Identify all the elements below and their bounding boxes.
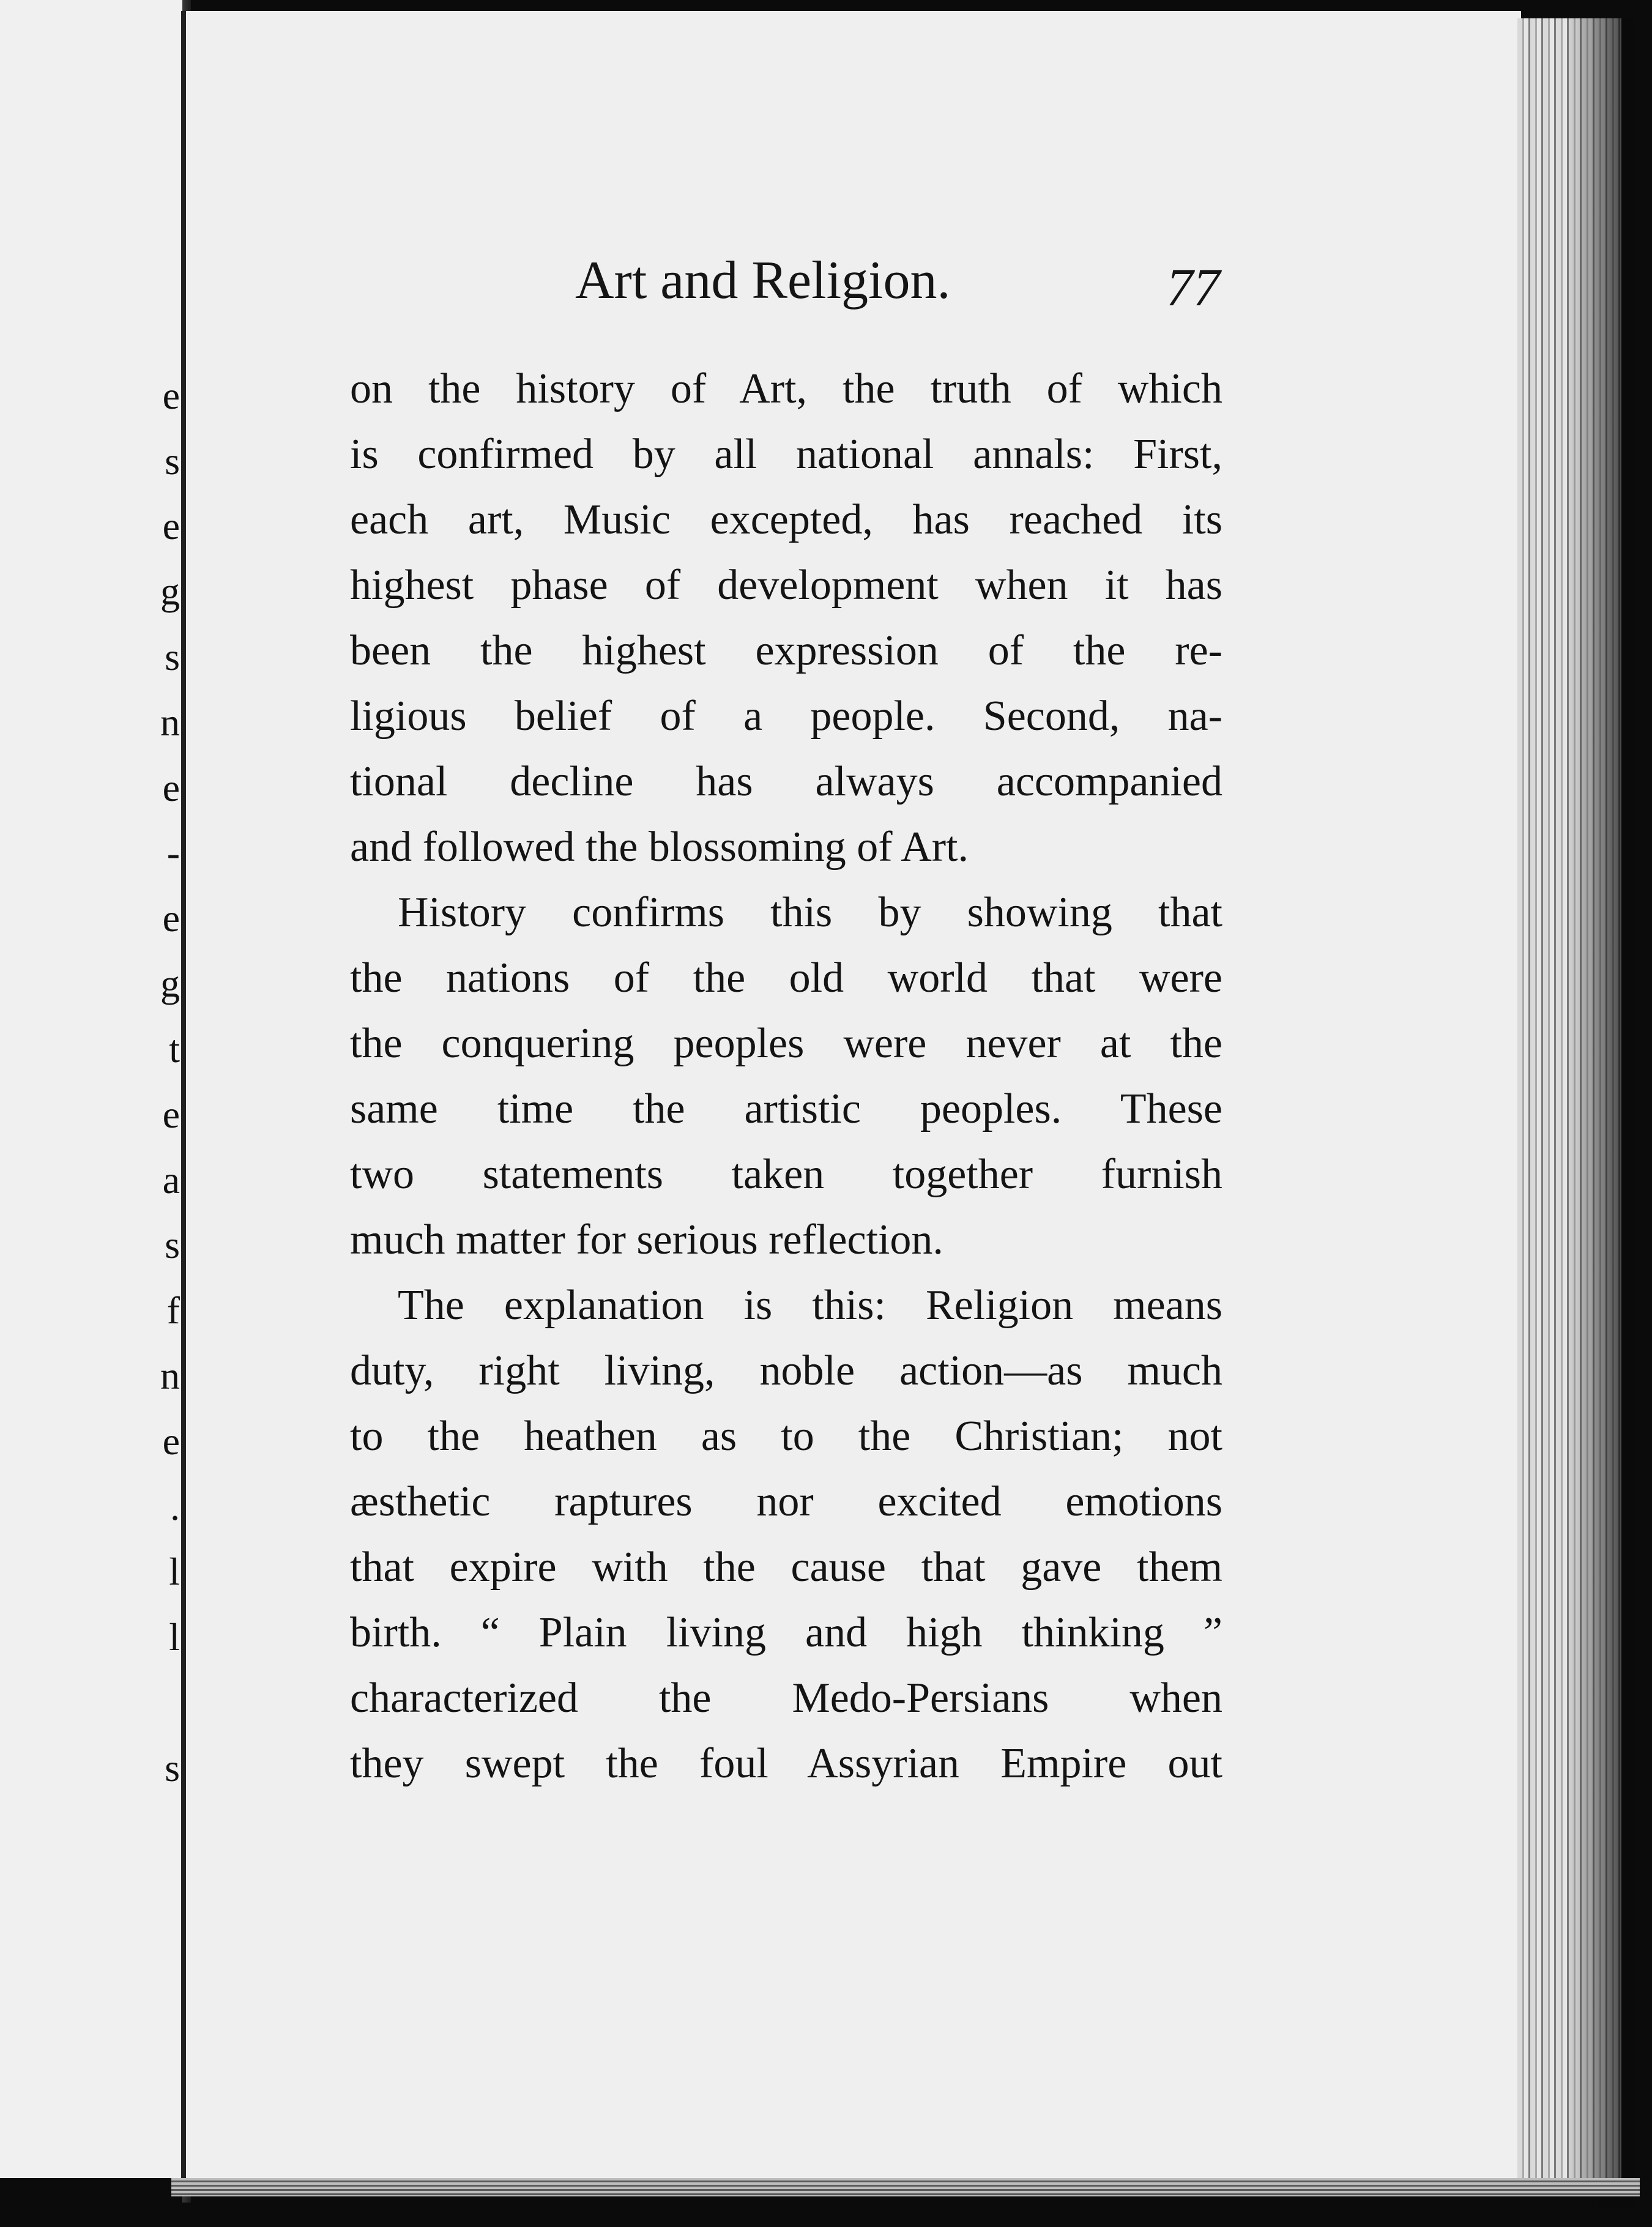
- text-line: is confirmed by all national annals: First,: [350, 431, 1222, 478]
- bottom-page-edges: [171, 2178, 1640, 2196]
- text-line: much matter for serious reflection.: [350, 1216, 943, 1263]
- edge-letter: s: [165, 439, 180, 483]
- text-line: same time the artistic peoples. These: [350, 1085, 1222, 1132]
- text-line: the nations of the old world that were: [350, 954, 1222, 1002]
- text-line: History confirms this by showing that: [398, 889, 1222, 936]
- text-line: birth. “ Plain living and high thinking ”: [350, 1609, 1222, 1656]
- paragraph-3: [350, 1273, 1222, 1796]
- running-head: [575, 250, 1236, 317]
- text-line: been the highest expression of the re-: [350, 627, 1222, 674]
- paragraph-1: [350, 356, 1222, 880]
- text-line: on the history of Art, the truth of which: [350, 365, 1222, 412]
- edge-letter: g: [160, 570, 180, 613]
- left-page-cut-text: [158, 0, 182, 2178]
- page-number: 77: [1166, 258, 1220, 318]
- text-line: that expire with the cause that gave them: [350, 1544, 1222, 1591]
- text-line: characterized the Medo-Persians when: [350, 1675, 1222, 1722]
- edge-letter: l: [169, 1615, 180, 1659]
- edge-letter: s: [165, 635, 180, 679]
- edge-letter: a: [162, 1158, 180, 1202]
- text-line: duty, right living, noble action—as much: [350, 1347, 1222, 1394]
- edge-letter: n: [160, 1354, 180, 1397]
- edge-letter: l: [169, 1550, 180, 1593]
- paragraph-2: [350, 880, 1222, 1273]
- text-line: each art, Music excepted, has reached its: [350, 496, 1222, 543]
- text-line: highest phase of development when it has: [350, 562, 1222, 609]
- running-title: Art and Religion.: [575, 251, 951, 310]
- edge-letter: e: [162, 766, 180, 809]
- text-line: they swept the foul Assyrian Empire out: [350, 1740, 1222, 1787]
- text-line: the conquering peoples were never at the: [350, 1020, 1222, 1067]
- edge-letter: e: [162, 896, 180, 940]
- edge-letter: s: [165, 1746, 180, 1790]
- edge-letter: e: [162, 374, 180, 417]
- edge-letter: s: [165, 1223, 180, 1266]
- text-line: tional decline has always accompanied: [350, 758, 1222, 805]
- text-line: The explanation is this: Religion means: [398, 1282, 1222, 1329]
- facing-left-page: [0, 0, 185, 2178]
- text-line: two statements taken together furnish: [350, 1151, 1222, 1198]
- text-line: æsthetic raptures nor excited emotions: [350, 1478, 1222, 1525]
- page-edges-shadow: [1566, 18, 1634, 2209]
- edge-letter: -: [166, 831, 180, 874]
- body-text: [350, 356, 1222, 1796]
- text-line: and followed the blossoming of Art.: [350, 824, 969, 871]
- edge-letter: t: [169, 1027, 180, 1071]
- edge-letter: e: [162, 1093, 180, 1136]
- text-line: to the heathen as to the Christian; not: [350, 1413, 1222, 1460]
- edge-letter: e: [162, 1419, 180, 1463]
- edge-letter: n: [160, 701, 180, 744]
- text-line: ligious belief of a people. Second, na-: [350, 693, 1222, 740]
- edge-letter: f: [166, 1288, 180, 1332]
- edge-letter: .: [170, 1485, 180, 1528]
- edge-letter: g: [160, 962, 180, 1005]
- edge-letter: e: [162, 504, 180, 548]
